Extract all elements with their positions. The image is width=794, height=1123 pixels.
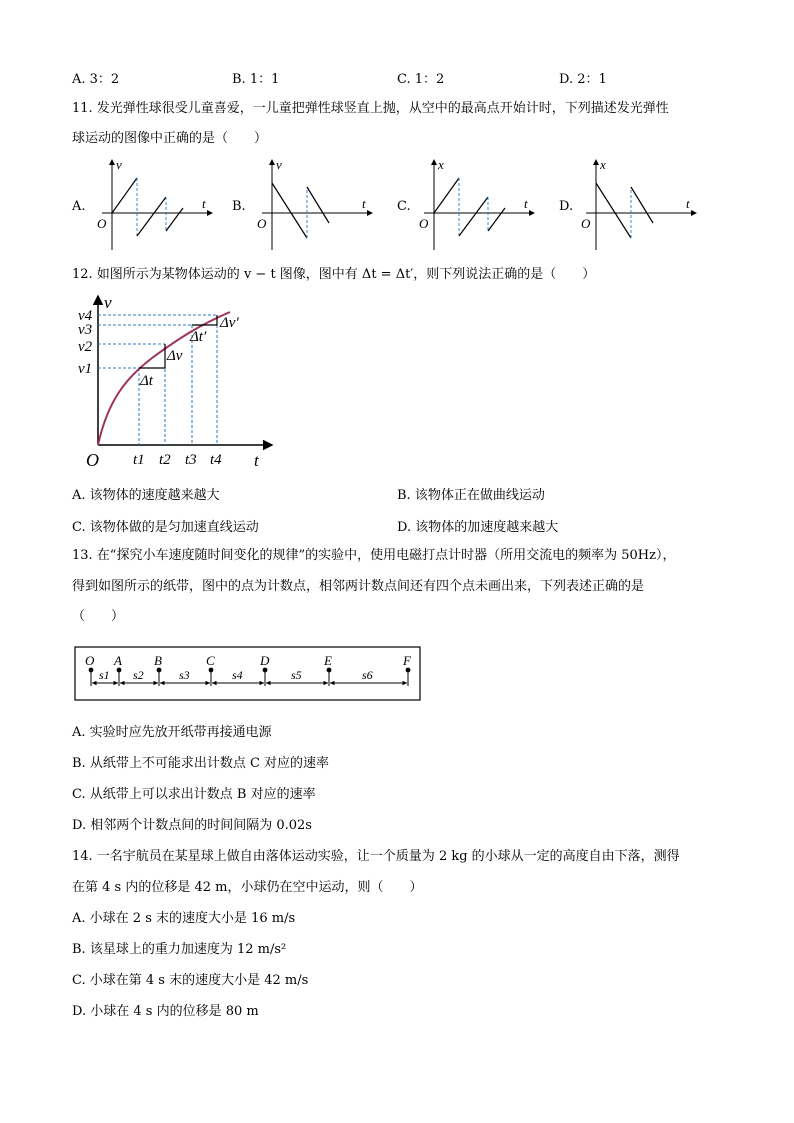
- segment-s5-label: s5: [291, 668, 302, 682]
- point-o-label: O: [85, 653, 95, 668]
- q10-option-b[interactable]: B. 1：1: [232, 72, 280, 87]
- origin-label: O: [86, 450, 99, 470]
- q10-option-a[interactable]: A. 3：2: [72, 72, 120, 87]
- q14-option-a[interactable]: A. 小球在 2 s 末的速度大小是 16 m/s: [72, 911, 296, 926]
- x-axis-label: t: [686, 196, 690, 211]
- q11-stem-line1: 11. 发光弹性球很受儿童喜爱，一儿童把弹性球竖直上抛，从空中的最高点开始计时，下列描述发光弹性: [72, 101, 669, 116]
- point-a-label: A: [114, 653, 122, 668]
- t4-label: t4: [210, 452, 222, 468]
- q14-stem-line2: 在第 4 s 内的位移是 42 m，小球仍在空中运动，则（ ）: [72, 880, 423, 895]
- t3-label: t3: [185, 452, 197, 468]
- y-axis-label: v: [276, 157, 282, 172]
- q13-option-b[interactable]: B. 从纸带上不可能求出计数点 C 对应的速率: [72, 756, 330, 771]
- q10-option-d[interactable]: D. 2：1: [559, 72, 607, 87]
- point-d-label: D: [260, 653, 270, 668]
- segment-s6-label: s6: [362, 668, 373, 682]
- y-axis-label: x: [600, 157, 606, 172]
- segment-s1-label: s1: [99, 668, 110, 682]
- q14-option-b[interactable]: B. 该星球上的重力加速度为 12 m/s²: [72, 942, 287, 957]
- origin-label: O: [581, 216, 591, 231]
- q12-option-d[interactable]: D. 该物体的加速度越来越大: [397, 520, 559, 535]
- q13-option-d[interactable]: D. 相邻两个计数点间的时间间隔为 0.02s: [72, 818, 312, 833]
- delta-v-label: Δv: [167, 348, 183, 364]
- q13-paper-tape: [74, 646, 422, 702]
- q13-option-a[interactable]: A. 实验时应先放开纸带再接通电源: [72, 725, 272, 740]
- point-b-label: B: [154, 653, 162, 668]
- delta-t-label: Δt: [140, 373, 153, 389]
- v2-label: v2: [78, 339, 93, 355]
- segment-s4-label: s4: [232, 668, 243, 682]
- v3-label: v3: [78, 322, 93, 338]
- v-t-curve: [98, 312, 230, 445]
- q11-graph-d[interactable]: [576, 156, 706, 252]
- q13-stem-line2: 得到如图所示的纸带，图中的点为计数点，相邻两计数点间还有四个点未画出来，下列表述正确的是: [72, 579, 645, 594]
- q12-stem: 12. 如图所示为某物体运动的 v − t 图像，图中有 Δt = Δt′，则下列说法正确的是（ ）: [72, 267, 596, 282]
- q14-option-d[interactable]: D. 小球在 4 s 内的位移是 80 m: [72, 1004, 259, 1019]
- q14-stem-line1: 14. 一名宇航员在某星球上做自由落体运动实验，让一个质量为 2 kg 的小球从一定的高度自由下落，测得: [72, 849, 680, 864]
- y-axis-label: v: [116, 157, 122, 172]
- t1-label: t1: [133, 452, 145, 468]
- origin-label: O: [419, 216, 429, 231]
- x-axis-label: t: [362, 196, 366, 211]
- v-axis-label: v: [104, 293, 112, 312]
- q11-option-c-letter[interactable]: C.: [397, 199, 411, 214]
- segment-s2-label: s2: [133, 668, 144, 682]
- origin-label: O: [257, 216, 267, 231]
- t2-label: t2: [159, 452, 171, 468]
- q11-option-d-letter[interactable]: D.: [559, 199, 574, 214]
- x-axis-label: t: [524, 196, 528, 211]
- segment-s3-label: s3: [179, 668, 190, 682]
- point-e-label: E: [324, 653, 332, 668]
- q11-option-b-letter[interactable]: B.: [232, 199, 246, 214]
- q14-option-c[interactable]: C. 小球在第 4 s 末的速度大小是 42 m/s: [72, 973, 309, 988]
- t-axis-label: t: [254, 451, 259, 470]
- v1-label: v1: [78, 361, 93, 377]
- q10-option-c[interactable]: C. 1：2: [397, 72, 445, 87]
- q12-option-a[interactable]: A. 该物体的速度越来越大: [72, 488, 220, 503]
- y-axis-label: x: [438, 157, 444, 172]
- point-c-label: C: [206, 653, 215, 668]
- q13-option-c[interactable]: C. 从纸带上可以求出计数点 B 对应的速率: [72, 787, 316, 802]
- delta-t-prime-label: Δt′: [190, 329, 207, 345]
- x-axis-label: t: [202, 196, 206, 211]
- q13-stem-line1: 13. 在“探究小车速度随时间变化的规律”的实验中，使用电磁打点计时器（所用交流电的频率为 50Hz），: [72, 548, 676, 563]
- delta-v-prime-label: Δv′: [220, 315, 239, 331]
- q11-stem-line2: 球运动的图像中正确的是（ ）: [72, 131, 268, 146]
- q13-stem-line3: （ ）: [72, 609, 125, 624]
- q11-graph-c[interactable]: [414, 156, 544, 252]
- q11-graph-a[interactable]: [92, 156, 222, 252]
- q11-graph-b[interactable]: [252, 156, 382, 252]
- origin-label: O: [97, 216, 107, 231]
- q12-vt-graph: [72, 292, 282, 474]
- v4-label: v4: [78, 308, 93, 324]
- q11-option-a-letter[interactable]: A.: [72, 199, 86, 214]
- q12-option-b[interactable]: B. 该物体正在做曲线运动: [397, 488, 545, 503]
- point-f-label: F: [403, 653, 411, 668]
- q12-option-c[interactable]: C. 该物体做的是匀加速直线运动: [72, 520, 259, 535]
